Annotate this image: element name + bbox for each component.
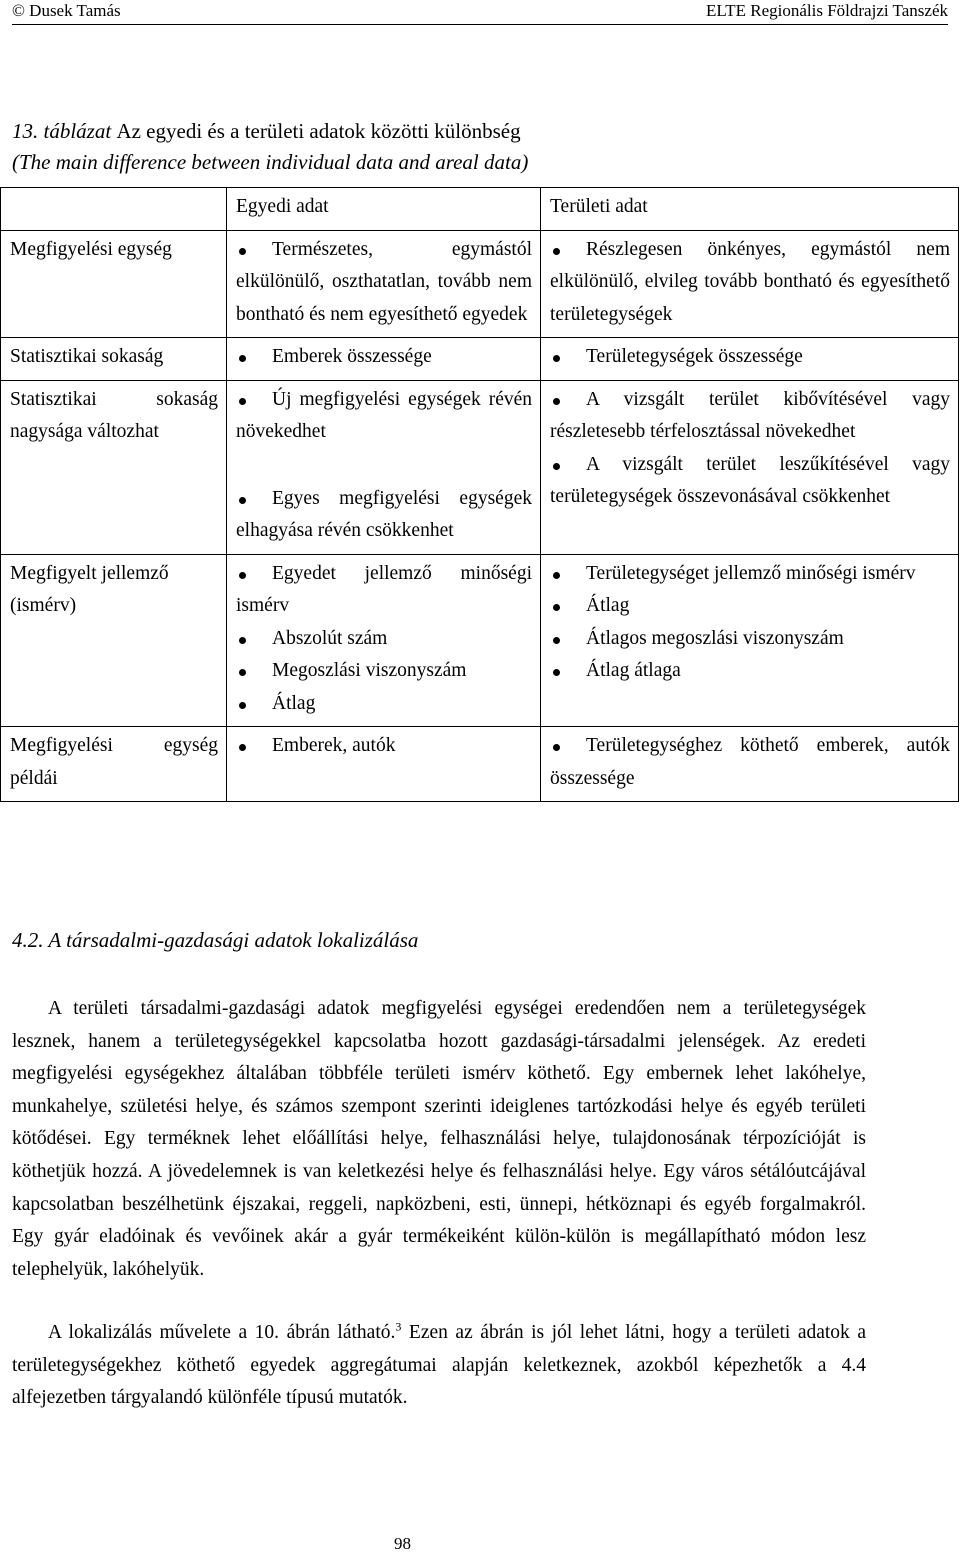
caption-label: táblázat [43, 119, 112, 143]
cell-areal: Részlegesen önkényes, egymástól nem elkülönülő, elvileg tovább bontható és egyesíthető területegységek [541, 230, 959, 338]
list-item: Átlagos megoszlási viszonyszám [586, 627, 844, 649]
cell-areal: Területegységek összessége [541, 338, 959, 381]
list-item: Abszolút szám [272, 627, 388, 649]
list-item: Átlag [586, 595, 630, 616]
list-item: Egyes megfigyelési egységek elhagyása révén csökkenhet [236, 487, 532, 541]
cell-areal [541, 554, 959, 727]
cell-areal: Területegységhez köthető emberek, autók összessége [541, 727, 959, 802]
list-item: A vizsgált terület kibővítésével vagy részletesebb térfelosztással növekedhet [550, 388, 950, 442]
paragraph: A területi társadalmi-gazdasági adatok megfigyelési egységei eredendően nem a területegységek lesznek, hanem a területegységekkel kapcsolatba hozott gazdasági-társadalmi jelenségek. Az eredeti megfigyelési egységekhez általában többféle területi ismérv köthető. Egy embernek lehet lakóhelye, munkahelye, születési helye, és számos szempont szerinti ideiglenes tartózkodási helye és egyéb területi kötődései. Egy terméknek lehet előállítási helye, felhasználási helye, tulajdonosának térpozícióját is köthetjük hozzá. A jövedelemnek is van keletkezési helye és felhasználási helye. Egy város sétálóutcájával kapcsolatban beszélhetünk éjszakai, reggeli, napközbeni, esti, ünnepi, hétköznapi és egyéb forgalmakról. Egy gyár eladóinak és vevőinek akár a gyár termékeiként külön-külön is megállapítható módon lesz telephelyük, lakóhelyük. [12, 998, 866, 1280]
cell-individual: Természetes, egymástól elkülönülő, oszthatatlan, tovább nem bontható és nem egyesíthető egyedek [227, 230, 541, 338]
column-header-areal: Területi adat [541, 188, 959, 231]
table-row [1, 338, 959, 381]
row-label: Megfigyelt jellemző (ismérv) [1, 554, 227, 727]
list-item: Területegységet jellemző minőségi ismérv [586, 562, 916, 584]
cell-areal [541, 380, 959, 554]
comparison-table [0, 187, 959, 802]
table-header-row [1, 188, 959, 231]
section-title: A társadalmi-gazdasági adatok lokalizálása [48, 928, 419, 952]
header-department: ELTE Regionális Földrajzi Tanszék [706, 1, 948, 20]
list-item: Egyedet jellemző minőségi ismérv [236, 562, 532, 616]
list-item: Átlag átlaga [586, 660, 681, 681]
caption-subtitle: (The main difference between individual data and areal data) [12, 150, 529, 174]
cell-individual [227, 380, 541, 554]
table-row [1, 727, 959, 802]
paragraph-text: Ezen az ábrán is jól lehet látni, hogy a területi adatok a területegységekhez köthető egyedek aggregátumai alapján keletkeznek, azokból képezhetők a 4.4 alfejezetben tárgyalandó különféle típusú mutatók. [12, 1322, 866, 1409]
paragraph [12, 1317, 866, 1415]
row-label: Statisztikai sokaság [1, 338, 227, 381]
table-row [1, 230, 959, 338]
header-empty-cell [1, 188, 227, 231]
caption-number: 13. [12, 119, 39, 143]
table-row [1, 380, 959, 554]
cell-individual [227, 554, 541, 727]
caption-title: Az egyedi és a területi adatok közötti különbség [116, 119, 521, 143]
header-copyright: © Dusek Tamás [12, 1, 121, 20]
list-item: Megoszlási viszonyszám [272, 660, 467, 681]
section-heading [12, 928, 418, 953]
row-label: Statisztikai sokaság nagysága változhat [1, 380, 227, 554]
table-caption [12, 116, 528, 178]
paragraph-lead: A lokalizálás művelete a 10. ábrán látható. [48, 1322, 396, 1343]
footnote-reference[interactable]: 3 [395, 1319, 402, 1334]
row-label: Megfigyelési egység [1, 230, 227, 338]
table-row [1, 554, 959, 727]
section-number: 4.2. [12, 928, 44, 952]
list-item: Új megfigyelési egységek révén növekedhet [236, 388, 532, 442]
cell-individual: Emberek összessége [227, 338, 541, 381]
list-item: A vizsgált terület leszűkítésével vagy területegységek összevonásával csökkenhet [550, 453, 950, 507]
column-header-individual: Egyedi adat [227, 188, 541, 231]
list-item: Átlag [272, 692, 316, 714]
row-label: Megfigyelési egység példái [1, 727, 227, 802]
page-header [12, 0, 948, 25]
caption-title-line [12, 116, 528, 147]
page-number: 98 [394, 1534, 411, 1553]
cell-individual: Emberek, autók [227, 727, 541, 802]
